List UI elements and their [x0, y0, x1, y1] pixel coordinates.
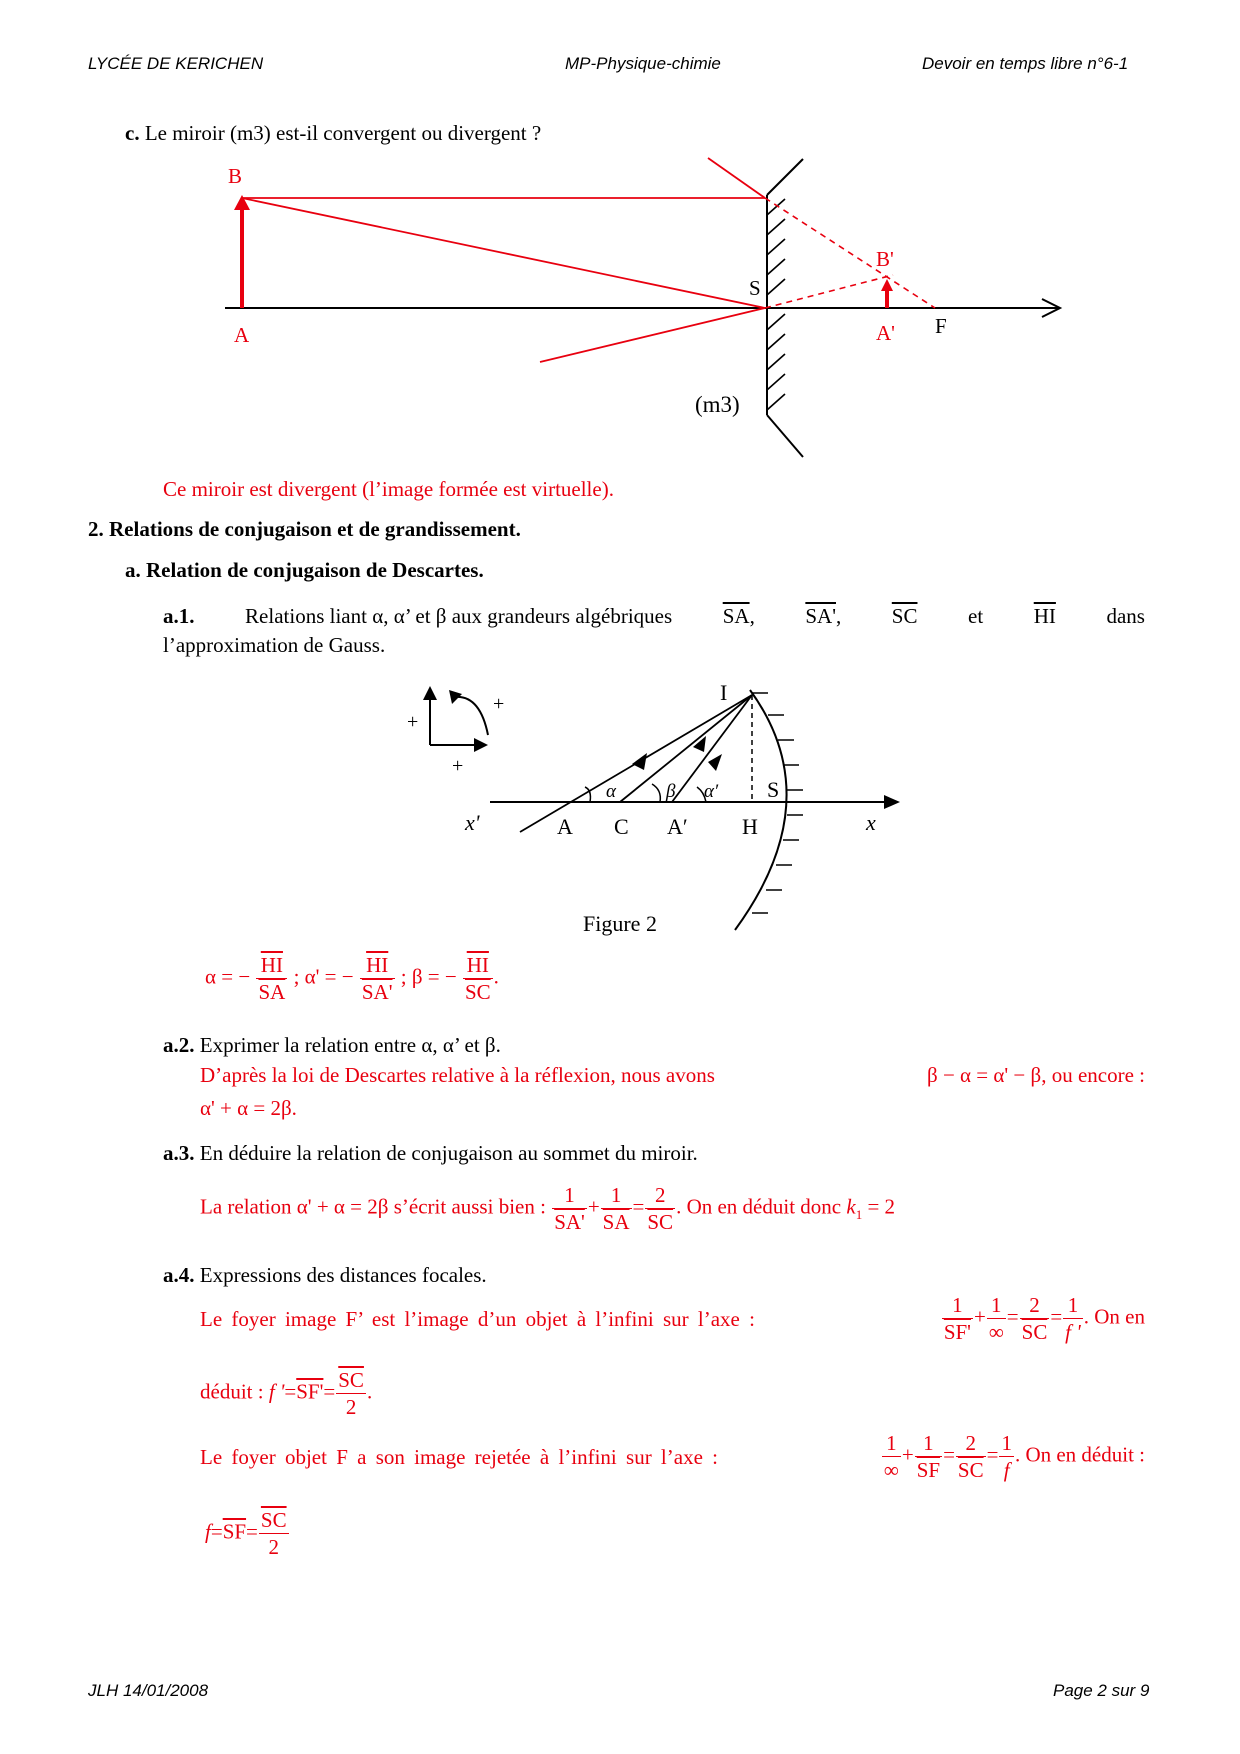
convention-plus-rotation: +	[493, 693, 505, 715]
fig2-label-xp: x'	[465, 810, 480, 835]
a4-eq8: =	[246, 1519, 258, 1544]
a4-f5-num: $\overline{SC}$	[338, 1368, 364, 1392]
answer-a3-text: La relation	[200, 1194, 292, 1219]
a3-frac3-den: SC	[647, 1210, 674, 1235]
a4-f3-den: SC	[1021, 1320, 1048, 1345]
a4-f6-num: $\overline{SC}$	[260, 1508, 287, 1532]
footer-page-number: Page 2 sur 9	[1053, 1681, 1150, 1700]
answer-a3-eq: α' + α = 2β	[296, 1194, 389, 1219]
a3-frac2-num: 1	[610, 1183, 622, 1207]
fig2-caption: Figure 2	[583, 911, 657, 936]
equations-a1	[205, 952, 499, 1006]
label-F: F	[935, 314, 947, 338]
eq-alpha-den: SA	[258, 980, 286, 1005]
answer-a3-k-val: = 2	[867, 1194, 896, 1219]
question-a4-text: Expressions des distances focales.	[199, 1263, 487, 1287]
label-Bp: B'	[876, 247, 894, 271]
eq-alpha-num: $\overline{HI}$	[260, 953, 283, 977]
answer-a4-p1b: . On en	[1083, 1304, 1145, 1329]
a4-eq6: =	[986, 1442, 999, 1467]
fig2-label-x: x	[866, 810, 876, 835]
label-Ap: A'	[876, 321, 895, 345]
answer-a4-p1a: Le foyer image F’ est l’image d’un objet à l’infini sur l’axe :	[200, 1306, 755, 1331]
answer-c: Ce miroir est divergent (l’image formée est virtuelle).	[163, 477, 614, 501]
answer-a4-p2b: . On en déduit :	[1014, 1442, 1145, 1467]
a4-f-var: f	[205, 1519, 211, 1544]
answer-a4-fprime: déduit : f '=SF'= $\frac{\overline{SC}}{2}$ .	[200, 1368, 373, 1420]
fig2-label-alphap: α′	[704, 781, 719, 802]
a4-SF-var: $\overline{SF}$	[222, 1519, 247, 1544]
a4-g3-num: 2	[965, 1431, 976, 1455]
a4-f2-num: 1	[991, 1293, 1002, 1317]
a4-SFp-var: SF'	[296, 1379, 324, 1404]
fig2-label-C: C	[614, 814, 629, 839]
a4-g2-num: 1	[923, 1431, 934, 1455]
figure-2-background	[402, 670, 912, 945]
a4-fp-var: f '	[268, 1379, 285, 1404]
answer-a2-eq1: β − α = α' − β	[927, 1063, 1042, 1087]
question-a2	[163, 1032, 501, 1058]
answer-a4-p2a: Le foyer objet F a son image rejetée à l’infini sur l’axe :	[200, 1444, 718, 1469]
eq-alphap-num: $\overline{HI}$	[366, 953, 389, 977]
question-a1-line2: l’approximation de Gauss.	[163, 633, 386, 657]
eq-beta-lhs: ; β = −	[400, 964, 457, 989]
eq-a1-end: .	[493, 964, 499, 989]
fig2-label-beta: β	[666, 781, 676, 802]
section-2-title: 2. Relations de conjugaison et de grandissement.	[88, 517, 521, 541]
fig2-label-I: I	[720, 680, 728, 705]
var-HI: $\overline{HI}$	[1033, 604, 1056, 628]
a4-f5-den: 2	[336, 1393, 366, 1420]
a4-g4-num: 1	[1001, 1431, 1012, 1455]
eq-alphap-den: SA'	[361, 980, 393, 1005]
question-a3	[163, 1140, 698, 1166]
a4-eq1: =	[1006, 1304, 1019, 1329]
a4-f1-den: SF'	[943, 1320, 971, 1345]
a4-eq3: =	[284, 1379, 297, 1404]
question-a3-text: En déduire la relation de conjugaison au sommet du miroir.	[199, 1141, 698, 1165]
a4-f1-num: 1	[952, 1293, 963, 1317]
answer-a3-end: . On en déduit donc	[676, 1194, 842, 1219]
eq-beta-num: $\overline{HI}$	[466, 953, 489, 977]
question-a2-label: a.2.	[163, 1033, 195, 1057]
var-SC: $\overline{SC}$	[891, 604, 918, 628]
answer-a4-deduit: déduit :	[200, 1379, 264, 1404]
convention-plus-vertical: +	[407, 711, 419, 733]
a3-frac1-num: 1	[564, 1183, 575, 1207]
word-dans: dans	[1106, 604, 1145, 628]
question-a4-label: a.4.	[163, 1263, 195, 1287]
a4-g4-den: f	[999, 1456, 1014, 1483]
a3-frac1-den: SA'	[554, 1210, 585, 1235]
header-course: MP-Physique-chimie	[565, 54, 721, 73]
a4-f2-den: ∞	[988, 1320, 1004, 1345]
header-school: LYCÉE DE KERICHEN	[88, 54, 264, 73]
question-c-text: Le miroir (m3) est-il convergent ou divergent ?	[144, 121, 542, 145]
answer-a2-eq2: α' + α = 2β.	[200, 1096, 297, 1120]
label-A: A	[234, 323, 250, 347]
fig2-label-H: H	[742, 814, 758, 839]
answer-a4-image-focus	[200, 1292, 1145, 1346]
question-a2-text: Exprimer la relation entre α, α’ et β.	[199, 1033, 501, 1057]
a3-frac2-den: SA	[602, 1210, 630, 1235]
a4-plus1: +	[973, 1304, 986, 1329]
a4-g2-den: SF	[916, 1458, 941, 1483]
answer-a4-object-focus	[200, 1430, 1145, 1484]
footer-author-date: JLH 14/01/2008	[88, 1681, 209, 1700]
answer-a3-k: k	[846, 1194, 856, 1219]
a4-g1-num: 1	[886, 1431, 897, 1455]
fig2-label-S: S	[767, 777, 780, 802]
a3-frac3-num: 2	[654, 1183, 666, 1207]
convention-plus-horizontal: +	[452, 755, 464, 777]
fig2-label-A: A	[557, 814, 573, 839]
eq-beta-den: SC	[464, 980, 491, 1005]
question-a1: a.1. Relations liant α, α’ et β aux grandeurs algébriques $\overline{SA}$, SA', $\overline{SC}$ et $\overline{HI}$ dans	[163, 604, 1145, 628]
question-a1-text: Relations liant α, α’ et β aux grandeurs algébriques	[245, 604, 673, 628]
question-c-label: c.	[125, 121, 140, 145]
label-S: S	[749, 276, 761, 300]
answer-a4-f	[205, 1507, 290, 1561]
question-a1-label: a.1.	[163, 604, 195, 628]
label-m3: (m3)	[695, 392, 740, 417]
answer-a2-text: D’après la loi de Descartes relative à la réflexion, nous avons	[200, 1063, 715, 1087]
eq-alphap-lhs: ; α' = −	[293, 964, 354, 989]
answer-a2-line1	[200, 1062, 1145, 1088]
answer-a2-text-b: , ou encore :	[1041, 1063, 1145, 1087]
header-assignment: Devoir en temps libre n°6-1	[922, 54, 1129, 73]
a4-f6-den: 2	[259, 1533, 289, 1560]
a4-f4-num: 1	[1067, 1293, 1079, 1317]
word-et: et	[968, 604, 984, 628]
answer-a3: La relation α' + α = 2β s’écrit aussi bien : $\frac{1}{SA'}$ + $\frac{1}{SA}$ = $\frac{2}{SC}$ . On en déduit donc $k_1 = 2$	[200, 1183, 896, 1235]
answer-a3-k-sub: 1	[855, 1206, 863, 1222]
fig2-label-Ap: A′	[667, 814, 688, 839]
var-SA: $\overline{SA}$	[722, 604, 750, 628]
label-B: B	[228, 164, 243, 188]
question-a4	[163, 1262, 487, 1288]
question-a3-label: a.3.	[163, 1141, 195, 1165]
eq-alpha-lhs: α = −	[205, 964, 251, 989]
answer-a3-text2: s’écrit aussi bien :	[393, 1194, 546, 1219]
subsection-a-title: a. Relation de conjugaison de Descartes.	[125, 558, 484, 582]
a4-eq7: =	[210, 1519, 223, 1544]
fig2-label-alpha: α	[606, 781, 616, 802]
a4-eq4: =	[323, 1379, 336, 1404]
var-SAp: SA'	[805, 604, 836, 628]
a4-plus2: +	[901, 1442, 914, 1467]
a4-f3-num: 2	[1029, 1293, 1040, 1317]
a4-eq2: =	[1050, 1304, 1063, 1329]
a4-g1-den: ∞	[883, 1458, 899, 1483]
a4-f4-den: f '	[1065, 1320, 1081, 1345]
a4-g3-den: SC	[957, 1458, 984, 1483]
a4-eq5: =	[943, 1442, 955, 1467]
